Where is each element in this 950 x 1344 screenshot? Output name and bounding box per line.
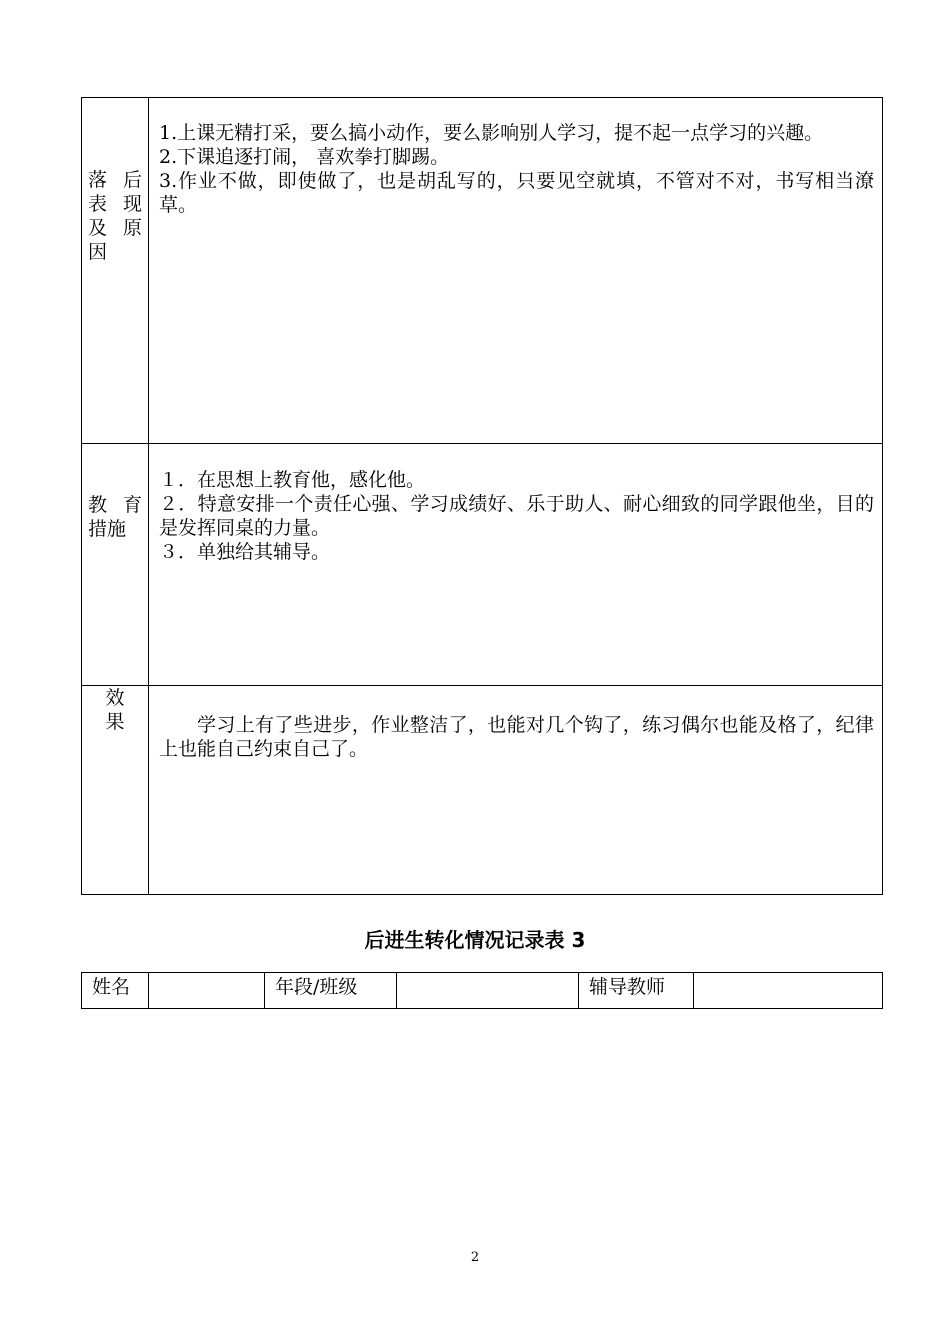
label-line: 措施 xyxy=(88,518,127,540)
tutor-teacher-value-field[interactable] xyxy=(694,973,883,1009)
label-education-measures xyxy=(82,444,149,686)
page-number: 2 xyxy=(470,1250,480,1265)
content-education-measures xyxy=(149,444,883,686)
content-line: 3.作业不做，即使做了，也是胡乱写的，只要见空就填，不管对不对，书写相当潦草。 xyxy=(159,170,874,216)
label-line: 教 育 xyxy=(88,494,142,516)
content-line: １．在思想上教育他，感化他。 xyxy=(159,469,426,491)
info-table xyxy=(81,972,883,1009)
content-line: 2.下课追逐打闹， 喜欢拳打脚踢。 xyxy=(159,146,450,168)
content-line: ３．单独给其辅导。 xyxy=(159,541,331,563)
label-line: 表 现 xyxy=(88,193,142,215)
label-line: 果 xyxy=(105,711,125,733)
label-line: 因 xyxy=(88,241,108,263)
grade-class-label: 年段/班级 xyxy=(265,973,397,1009)
label-line: 效 xyxy=(105,687,125,709)
label-performance-reason xyxy=(82,98,149,444)
record-table xyxy=(81,97,883,895)
label-effect xyxy=(82,686,149,895)
content-text: 学习上有了些进步，作业整洁了，也能对几个钩了，练习偶尔也能及格了，纪律上也能自己约束自己了。 xyxy=(159,714,874,760)
content-line: ２．特意安排一个责任心强、学习成绩好、乐于助人、耐心细致的同学跟他坐，目的是发挥同桌的力量。 xyxy=(159,493,874,539)
tutor-teacher-label: 辅导教师 xyxy=(579,973,694,1009)
label-line: 落 后 xyxy=(88,169,142,191)
grade-class-value-field[interactable] xyxy=(397,973,579,1009)
name-value-field[interactable] xyxy=(149,973,265,1009)
content-performance-reason xyxy=(149,98,883,444)
row-measures xyxy=(82,444,883,686)
label-line: 及 原 xyxy=(88,217,142,239)
row-effect xyxy=(82,686,883,895)
content-line: 1.上课无精打采，要么搞小动作，要么影响别人学习，提不起一点学习的兴趣。 xyxy=(159,122,824,144)
name-label: 姓名 xyxy=(82,973,149,1009)
record-title: 后进生转化情况记录表 3 xyxy=(364,928,586,952)
info-row xyxy=(82,973,883,1009)
row-performance xyxy=(82,98,883,444)
content-effect xyxy=(149,686,883,895)
